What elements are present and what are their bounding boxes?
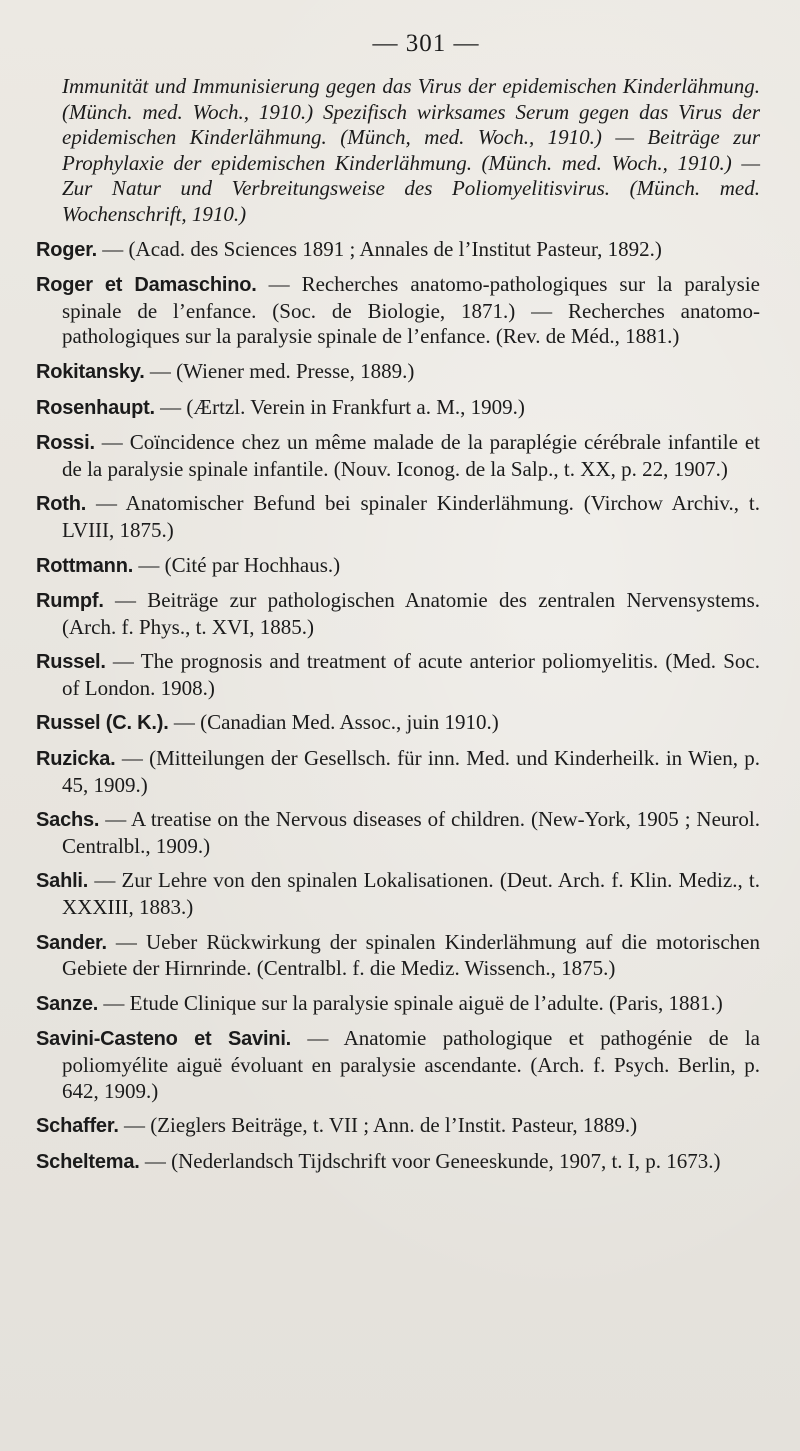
bibliography-entry: [36, 710, 760, 737]
entry-author: Roth.: [36, 493, 87, 516]
entry-author: Sahli.: [36, 870, 89, 893]
bibliography-entry: [36, 395, 760, 422]
entry-author: Schaffer.: [36, 1115, 119, 1138]
bibliography-entry: [36, 746, 760, 798]
bibliography-entry: [36, 272, 760, 350]
entry-author: Ruzicka.: [36, 748, 116, 771]
entry-text: — (Wiener med. Presse, 1889.): [144, 358, 415, 383]
entry-author: Russel (C. K.).: [36, 712, 169, 735]
entry-text: — (Acad. des Sciences 1891 ; Annales de l’Institut Pasteur, 1892.): [97, 236, 662, 261]
entry-text: — Zur Lehre von den spinalen Lokalisationen. (Deut. Arch. f. Klin. Mediz., t. XXXIII, 1883.): [62, 868, 760, 920]
bibliography-entry: [36, 807, 760, 859]
entry-text: — Etude Clinique sur la paralysie spinale aiguë de l’adulte. (Paris, 1881.): [98, 990, 723, 1015]
entry-author: Sanze.: [36, 992, 99, 1015]
entry-text: — (Canadian Med. Assoc., juin 1910.): [168, 710, 499, 735]
bibliography-entry: [36, 553, 760, 580]
bibliography-entry: [36, 868, 760, 920]
entry-author: Rossi.: [36, 432, 95, 455]
entry-author: Savini-Casteno et Savini.: [36, 1028, 292, 1051]
entry-text: — A treatise on the Nervous diseases of children. (New-York, 1905 ; Neurol. Centralbl., 1909.): [62, 807, 760, 858]
entry-text: Immunität und Immunisierung gegen das Virus der epidemischen Kinderlähmung. (Münch. med. Woch., 1910.) Spezifisch wirksames Serum gegen das Virus der epidemischen Kinderlähmung. (Münch, med. Woch., 1910.) — Beiträge zur Prophylaxie der epidemischen Kinderlähmung. (Münch. med. Woch., 1910.) — Zur Natur und Verbreitungsweise des Poliomyelitisvirus. (Münch. med. Wochenschrift, 1910.): [62, 74, 760, 226]
entry-text: — The prognosis and treatment of acute anterior poliomyelitis. (Med. Soc. of London. 1908.): [62, 649, 760, 700]
bibliography-list: [36, 74, 761, 1175]
entry-author: Rottmann.: [36, 554, 134, 577]
bibliography-entry: [36, 1149, 760, 1176]
bibliography-entry: [36, 359, 760, 386]
bibliography-entry: [36, 588, 760, 640]
page-number: — 301 —: [372, 30, 480, 57]
entry-text: — Coïncidence chez un même malade de la paraplégie cérébrale infantile et de la paralysie spinale infantile. (Nouv. Iconog. de la Salp., t. XX, p. 22, 1907.): [62, 430, 760, 481]
entry-text: — (Nederlandsch Tijdschrift voor Geneeskunde, 1907, t. I, p. 1673.): [139, 1148, 721, 1173]
bibliography-entry: [36, 930, 760, 982]
bibliography-entry: [36, 1026, 760, 1104]
entry-text: — (Mitteilungen der Gesellsch. für inn. Med. und Kinderheilk. in Wien, p. 45, 1909.): [62, 746, 760, 797]
bibliography-entry: [62, 74, 760, 228]
entry-author: Rumpf.: [36, 590, 104, 613]
entry-author: Sachs.: [36, 809, 100, 832]
entry-text: — Ueber Rückwirkung der spinalen Kinderlähmung auf die motorischen Gebiete der Hirnrinde. (Centralbl. f. die Mediz. Wissench., 1875.): [62, 929, 760, 981]
entry-text: — Anatomie pathologique et pathogénie de la poliomyélite aiguë évoluant en paralysie ascendante. (Arch. f. Psych. Berlin, p. 642, 1909.): [62, 1026, 761, 1103]
entry-text: — Anatomischer Befund bei spinaler Kinderlähmung. (Virchow Archiv., t. LVIII, 1875.): [62, 491, 760, 542]
bibliography-entry: [36, 991, 760, 1018]
entry-text: — (Cité par Hochhaus.): [133, 552, 341, 577]
entry-author: Sander.: [36, 931, 107, 954]
entry-author: Roger et Damaschino.: [36, 274, 257, 297]
bibliography-entry: [36, 1113, 760, 1140]
entry-text: — (Ærtzl. Verein in Frankfurt a. M., 1909.): [154, 394, 525, 419]
entry-text: — (Zieglers Beiträge, t. VII ; Ann. de l’Instit. Pasteur, 1889.): [118, 1113, 638, 1138]
bibliography-entry: [36, 237, 760, 264]
entry-author: Scheltema.: [36, 1150, 140, 1173]
entry-author: Rokitansky.: [36, 360, 145, 383]
entry-author: Russel.: [36, 651, 106, 674]
bibliography-entry: [36, 649, 760, 701]
entry-text: — Recherches anatomo-pathologiques sur la paralysie spinale de l’enfance. (Soc. de Biologie, 1871.) — Recherches anatomo-pathologiques sur la paralysie spinale de l’enfance. (Rev. de Méd., 1881.): [62, 272, 760, 349]
entry-author: Roger.: [36, 238, 98, 261]
bibliography-entry: [36, 491, 760, 543]
entry-text: — Beiträge zur pathologischen Anatomie des zentralen Nervensystems. (Arch. f. Phys., t. XVI, 1885.): [62, 588, 760, 639]
bibliography-entry: [36, 430, 760, 482]
entry-author: Rosenhaupt.: [36, 396, 155, 419]
